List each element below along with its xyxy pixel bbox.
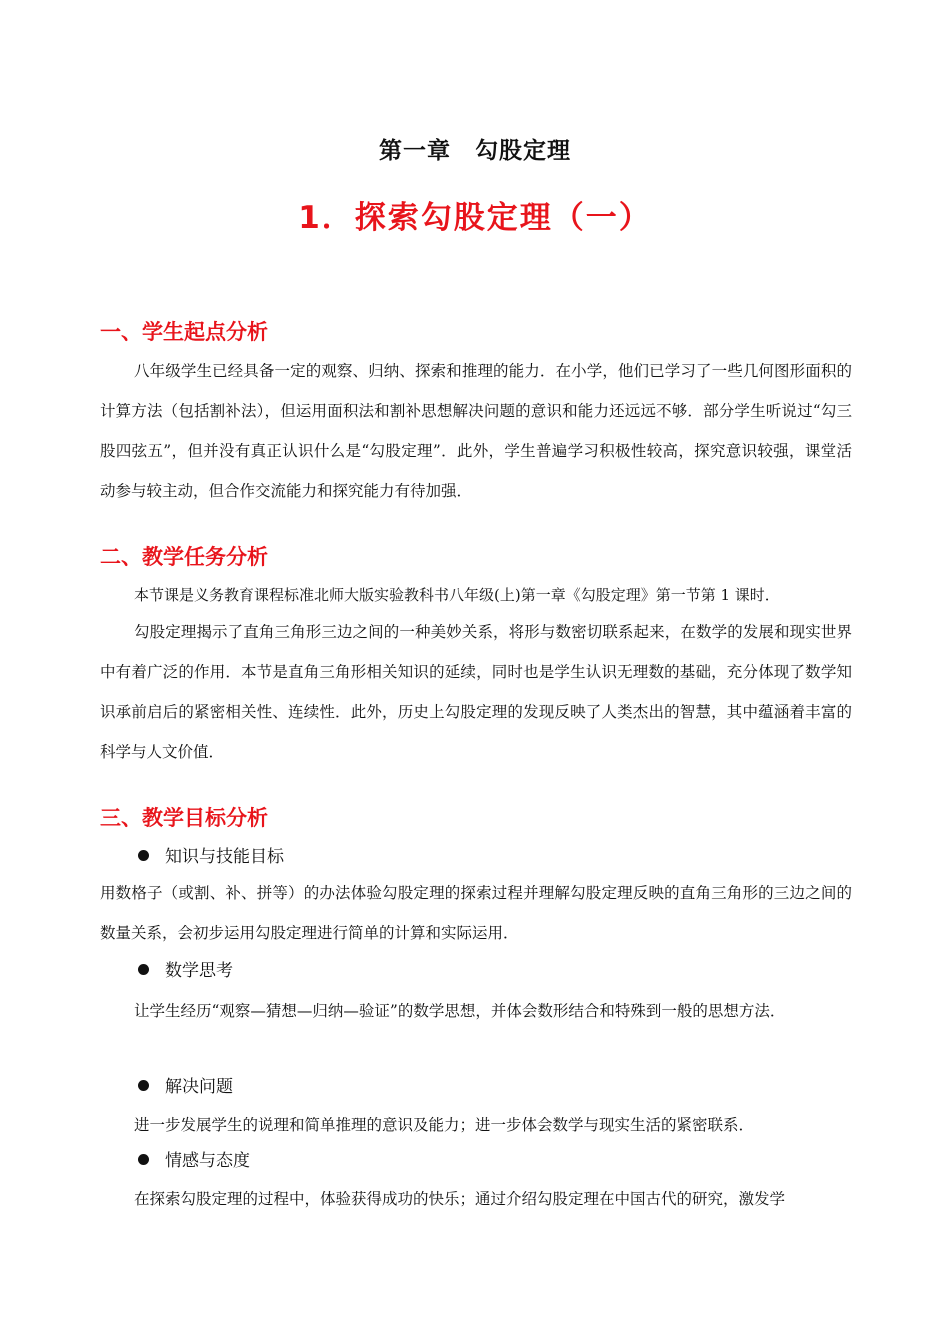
goal-title: 数学思考	[165, 961, 233, 981]
goal-title: 情感与态度	[165, 1151, 250, 1171]
section-paragraph-student-analysis: 八年级学生已经具备一定的观察、归纳、探索和推理的能力．在小学，他们已学习了一些几何图形面积的计算方法（包括割补法），但运用面积法和割补思想解决问题的意识和能力还远远不够．部分学生听说过“勾三股四弦五”，但并没有真正认识什么是“勾股定理”．此外，学生普遍学习积极性较高，探究意识较强，课堂活动参与较主动，但合作交流能力和探究能力有待加强．	[100, 362, 852, 500]
bullet-dot-icon	[138, 1080, 149, 1091]
section-heading-goal-analysis: 三、教学目标分析	[100, 806, 268, 830]
goal-title: 知识与技能目标	[165, 847, 284, 867]
goal-title: 解决问题	[165, 1077, 233, 1097]
goal-heading-math-thinking	[138, 957, 233, 985]
goal-text-problem-solving: 进一步发展学生的说理和简单推理的意识及能力；进一步体会数学与现实生活的紧密联系．	[134, 1116, 755, 1134]
section-paragraph-task-analysis: 勾股定理揭示了直角三角形三边之间的一种美妙关系，将形与数密切联系起来，在数学的发展和现实世界中有着广泛的作用．本节是直角三角形相关知识的延续，同时也是学生认识无理数的基础，充分体现了数学知识承前启后的紧密相关性、连续性．此外，历史上勾股定理的发现反映了人类杰出的智慧，其中蕴涵着丰富的科学与人文价值．	[100, 623, 852, 761]
goal-heading-problem-solving	[138, 1073, 233, 1101]
bullet-dot-icon	[138, 964, 149, 975]
bullet-dot-icon	[138, 850, 149, 861]
section-heading-task-analysis: 二、教学任务分析	[100, 545, 268, 569]
section-line-course-info: 本节课是义务教育课程标准北师大版实验教科书八年级(上)第一章《勾股定理》第一节第 1 课时．	[134, 586, 780, 604]
goal-text-math-thinking: 让学生经历“观察—猜想—归纳—验证”的数学思想，并体会数形结合和特殊到一般的思想方法．	[134, 1002, 786, 1020]
bullet-dot-icon	[138, 1154, 149, 1165]
section-heading-student-analysis: 一、学生起点分析	[100, 320, 268, 344]
chapter-title: 第一章 勾股定理	[379, 138, 571, 164]
goal-heading-knowledge	[138, 843, 284, 871]
goal-heading-emotion-attitude	[138, 1147, 250, 1175]
goal-text-knowledge: 用数格子（或割、补、拼等）的办法体验勾股定理的探索过程并理解勾股定理反映的直角三角形的三边之间的数量关系，会初步运用勾股定理进行简单的计算和实际运用．	[100, 884, 852, 942]
lesson-title: 1．探索勾股定理（一）	[298, 200, 652, 236]
goal-text-emotion-attitude: 在探索勾股定理的过程中，体验获得成功的快乐；通过介绍勾股定理在中国古代的研究，激发学	[134, 1190, 786, 1208]
